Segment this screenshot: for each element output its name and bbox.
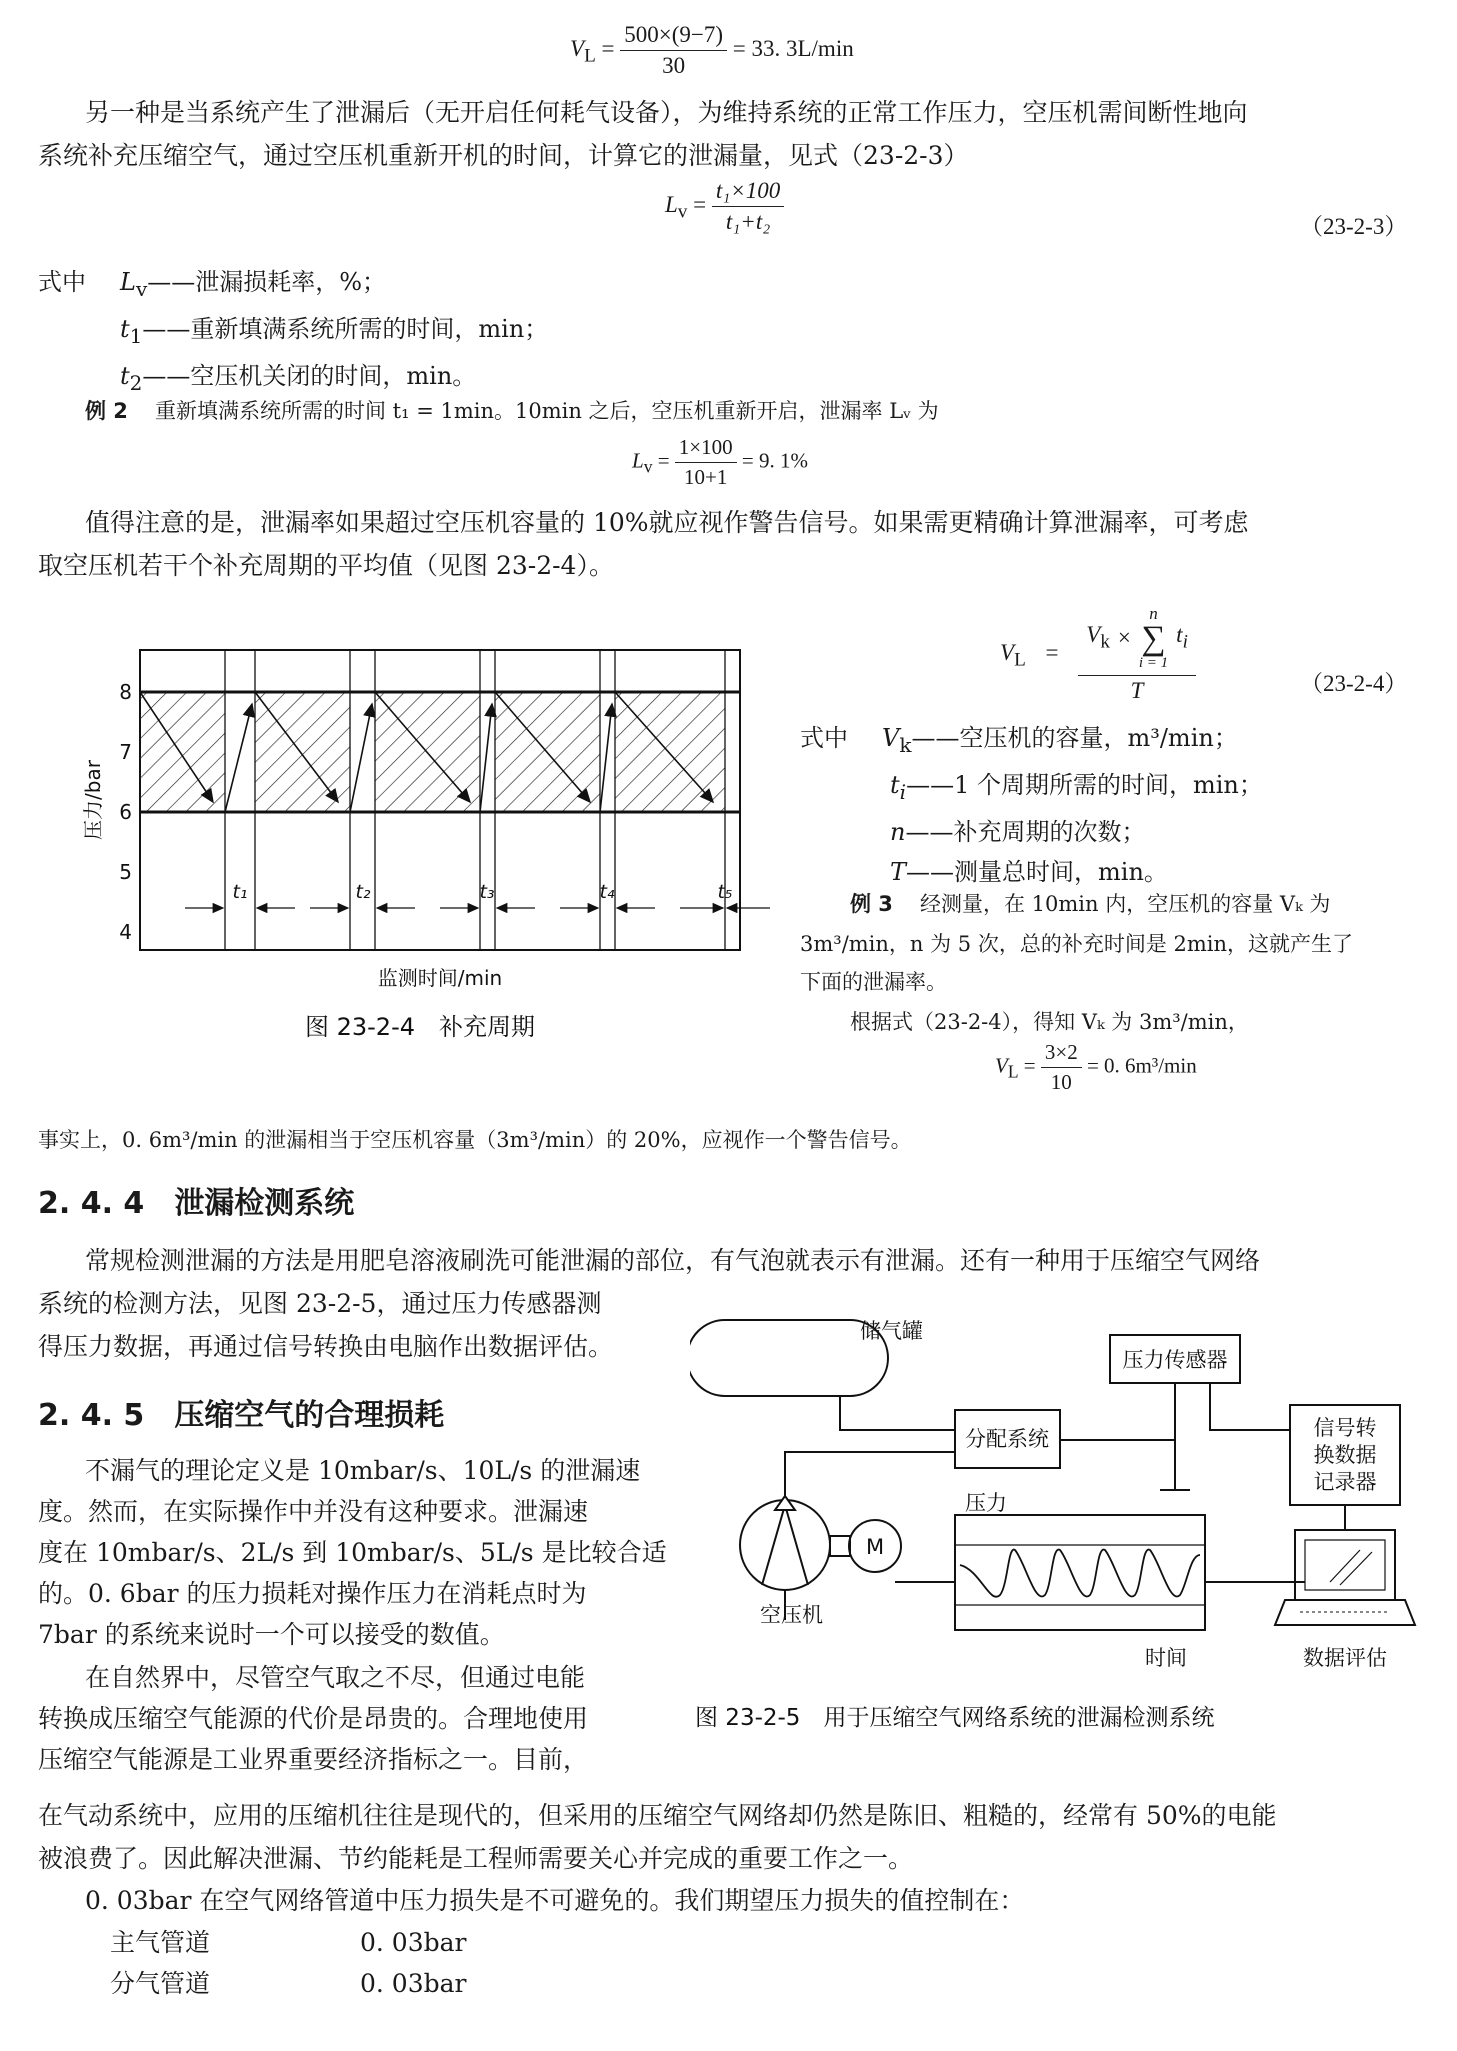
where-item — [872, 812, 1263, 852]
paragraph-line: 常规检测泄漏的方法是用肥皂溶液刷洗可能泄漏的部位，有气泡就表示有泄漏。还有一种用于压缩空气网络 — [85, 1246, 1261, 1275]
where-item — [872, 765, 1263, 812]
eq-fraction — [712, 178, 784, 235]
equation-23-2-3: $L_v$ = $\frac{\text{t₁×100}}{\text{t₁+t₂}}$ — [665, 178, 784, 235]
where-item — [120, 262, 548, 309]
tank-pipe — [840, 1396, 955, 1430]
where-symbol: n — [890, 817, 906, 846]
where-sub: 1 — [129, 323, 143, 348]
pipe-value: 0. 03bar — [360, 1928, 467, 1957]
y-tick: 5 — [119, 860, 132, 884]
paragraph-line: 转换成压缩空气能源的代价是昂贵的。合理地使用 — [38, 1704, 589, 1733]
compressor-symbol — [762, 1505, 808, 1585]
paragraph-line: 得压力数据，再通过信号转换由电脑作出数据评估。 — [38, 1332, 614, 1361]
eq-lhs: L — [632, 448, 644, 473]
paragraph-line: 度。然而，在实际操作中并没有这种要求。泄漏速 — [38, 1497, 589, 1526]
paragraph-line: 在自然界中，尽管空气取之不尽，但通过电能 — [85, 1663, 586, 1692]
example-text: 经测量，在 10min 内，空压机的容量 Vₖ 为 — [920, 892, 1331, 916]
where-symbol: t — [890, 770, 900, 799]
equation-number: （23-2-4） — [1300, 671, 1408, 696]
eq-denominator: 30 — [662, 53, 686, 78]
figure-caption: 图 23-2-5 用于压缩空气网络系统的泄漏检测系统 — [695, 1705, 1215, 1731]
paragraph-line: 在气动系统中，应用的压缩机往往是现代的，但采用的压缩空气网络却仍然是陈旧、粗糙的，经常有 50%的电能 — [38, 1801, 1277, 1830]
label-pressure: 压力 — [965, 1491, 1007, 1515]
interval-label: t₅ — [717, 881, 733, 903]
where-desc: ——重新填满系统所需的时间，min； — [142, 314, 549, 343]
pressure-chart-box — [955, 1515, 1205, 1630]
label-time: 时间 — [1145, 1646, 1187, 1670]
eq-numerator: 1×100 — [675, 435, 737, 463]
signal-line — [1210, 1383, 1290, 1430]
eq-operator: × — [1117, 625, 1131, 650]
equation-vl-example1: $V_L$ = $\frac{500\times(9-7)}{30}$ = 33. 3L/min — [570, 22, 854, 78]
eq-numerator: 500×(9−7) — [620, 22, 727, 51]
interval-label: t₄ — [599, 881, 615, 903]
interval-labels — [232, 881, 732, 903]
pipe-row — [110, 1963, 466, 2004]
label-compressor: 空压机 — [760, 1603, 823, 1627]
example-text: 根据式（23-2-4），得知 Vₖ 为 3m³/min， — [850, 1010, 1249, 1034]
compressor-pipe — [785, 1452, 955, 1500]
where-list — [872, 718, 1263, 892]
example-text: 3m³/min，n 为 5 次，总的补充时间是 2min，这就产生了 — [800, 932, 1354, 956]
eq-fraction — [1078, 605, 1196, 704]
eq-denominator: 10 — [1050, 1070, 1072, 1094]
y-tick: 4 — [119, 920, 132, 944]
section-title: 压缩空气的合理损耗 — [174, 1398, 445, 1433]
pressure-wave — [960, 1550, 1200, 1597]
paragraph-line: 值得注意的是，泄漏率如果超过空压机容量的 10%就应视作警告信号。如果需更精确计算泄漏率，可考虑 — [85, 508, 1249, 537]
where-symbol: V — [882, 724, 900, 752]
where-desc: ——测量总时间，min。 — [906, 857, 1168, 886]
interval-label: t₁ — [232, 881, 248, 903]
eq-sub: i — [1182, 631, 1188, 653]
label-tank: 储气罐 — [860, 1319, 923, 1343]
eq-lhs-sub: L — [584, 45, 596, 67]
sum-bottom: i = 1 — [1138, 655, 1169, 671]
label-evaluation: 数据评估 — [1303, 1646, 1387, 1670]
eq-fraction — [620, 22, 727, 79]
pipe-table — [110, 1922, 466, 2004]
air-tank — [690, 1320, 888, 1396]
label-signal-1: 信号转 — [1313, 1416, 1377, 1440]
eq-lhs-sub: v — [643, 456, 653, 477]
eq-denominator: t₁+t₂ — [725, 209, 771, 234]
y-tick: 8 — [119, 680, 132, 704]
label-distribution: 分配系统 — [965, 1427, 1049, 1451]
figure-23-2-4 — [80, 640, 780, 1060]
eq-lhs: V — [995, 1053, 1008, 1078]
paragraph-line: 压缩空气能源是工业界重要经济指标之一。目前， — [38, 1745, 589, 1774]
paragraph-line: 事实上，0. 6m³/min 的泄漏相当于空压机容量（3m³/min）的 20%，应视作一个警告信号。 — [38, 1128, 912, 1152]
eq-sub: k — [1100, 631, 1110, 653]
eq-rhs: = 9. 1% — [741, 448, 808, 473]
where-item — [872, 718, 1263, 765]
where-sub: 2 — [129, 370, 143, 395]
label-signal-2: 换数据 — [1313, 1443, 1377, 1467]
where-symbol: L — [120, 268, 136, 296]
sum-symbol: n ∑ i = 1 — [1138, 604, 1169, 671]
pipe-name: 分气管道 — [110, 1969, 211, 1998]
sensor-pipe — [1060, 1383, 1175, 1440]
x-axis-label: 监测时间/min — [377, 966, 503, 990]
equation-number: （23-2-3） — [1300, 214, 1408, 239]
eq-symbol: t — [1176, 622, 1183, 648]
y-tick-labels — [119, 680, 132, 944]
where-desc: ——空压机的容量，m³/min； — [911, 724, 1238, 752]
section-title: 泄漏检测系统 — [174, 1186, 355, 1221]
y-tick: 6 — [119, 800, 132, 824]
eq-fraction — [1041, 1040, 1082, 1095]
eq-numerator: 3×2 — [1041, 1040, 1082, 1068]
y-axis-label: 压力/bar — [81, 760, 105, 840]
where-lead: 式中 — [800, 724, 848, 752]
eq-lhs-sub: L — [1007, 1061, 1019, 1082]
figure-caption: 图 23-2-4 补充周期 — [304, 1013, 536, 1041]
paragraph-line: 度在 10mbar/s、2L/s 到 10mbar/s、5L/s 是比较合适 — [38, 1538, 667, 1567]
where-sub: v — [135, 276, 148, 301]
interval-label: t₃ — [479, 881, 495, 903]
eq-lhs-sub: v — [677, 201, 688, 223]
paragraph-line: 另一种是当系统产生了泄漏后（无开启任何耗气设备），为维持系统的正常工作压力，空压机需间断性地向 — [85, 98, 1248, 127]
where-symbol: t — [120, 361, 130, 390]
where-desc: ——空压机关闭的时间，min。 — [142, 361, 477, 390]
equation-23-2-4: $V_L$ = $V_k$ × n ∑ i = 1 $t_i$ T — [1000, 605, 1196, 704]
equation-example2: $L_v$ = $\frac{1\times 100}{10+1}$ = 9. 1% — [632, 435, 808, 489]
where-item — [120, 309, 548, 356]
eq-lhs: V — [570, 35, 585, 61]
where-sub: i — [899, 779, 907, 804]
paragraph-line: 被浪费了。因此解决泄漏、节约能耗是工程师需要关心并完成的重要工作之一。 — [38, 1844, 914, 1873]
where-symbol: T — [890, 857, 907, 886]
section-heading-2-4-5 — [38, 1390, 444, 1434]
where-symbol: t — [120, 314, 130, 343]
eq-lhs-sub: L — [1014, 649, 1026, 671]
where-desc: ——泄漏损耗率，%； — [147, 268, 387, 296]
label-motor: M — [865, 1535, 885, 1559]
where-list — [120, 262, 548, 402]
label-signal-3: 记录器 — [1313, 1470, 1377, 1494]
where-lead: 式中 — [38, 268, 86, 296]
y-tick: 7 — [119, 740, 132, 764]
section-number: 2. 4. 4 — [38, 1186, 145, 1221]
pipe-name: 主气管道 — [110, 1928, 211, 1957]
interval-label: t₂ — [355, 881, 371, 903]
section-heading-2-4-4 — [38, 1178, 354, 1222]
eq-numerator — [1078, 605, 1196, 676]
eq-numerator: t₁×100 — [712, 178, 784, 207]
where-item — [872, 852, 1263, 892]
where-sub: k — [899, 732, 912, 757]
eq-fraction — [675, 435, 737, 490]
eq-denominator: 10+1 — [684, 465, 728, 489]
paragraph-line: 0. 03bar 在空气网络管道中压力损失是不可避免的。我们期望压力损失的值控制在： — [85, 1886, 1025, 1915]
example-label: 例 2 — [85, 399, 128, 423]
sum-top: n — [1149, 604, 1158, 623]
pipe-value: 0. 03bar — [360, 1969, 467, 1998]
paragraph-line: 系统补充压缩空气，通过空压机重新开机的时间，计算它的泄漏量，见式（23-2-3） — [38, 141, 969, 170]
paragraph-line: 不漏气的理论定义是 10mbar/s、10L/s 的泄漏速 — [85, 1456, 641, 1485]
compressor-circle — [740, 1500, 830, 1590]
figure-23-2-5 — [690, 1300, 1430, 1750]
example-label: 例 3 — [850, 892, 893, 916]
where-desc: ——补充周期的次数； — [905, 817, 1146, 846]
eq-lhs: L — [665, 191, 678, 217]
section-number: 2. 4. 5 — [38, 1398, 145, 1433]
paragraph-line: 取空压机若干个补充周期的平均值（见图 23-2-4）。 — [38, 551, 614, 580]
pipe-row — [110, 1922, 466, 1963]
paragraph-line: 系统的检测方法，见图 23-2-5，通过压力传感器测 — [38, 1289, 602, 1318]
eq-rhs: = 0. 6m³/min — [1086, 1053, 1197, 1078]
example-text: 重新填满系统所需的时间 t₁ = 1min。10min 之后，空压机重新开启，泄漏率 Lᵥ 为 — [155, 399, 939, 423]
eq-symbol: V — [1086, 622, 1101, 648]
where-desc: ——1 个周期所需的时间，min； — [906, 770, 1263, 799]
paragraph-block — [38, 1450, 678, 1780]
eq-rhs: = 33. 3L/min — [732, 35, 854, 61]
eq-lhs: V — [1000, 639, 1015, 665]
paragraph-line: 的。0. 6bar 的压力损耗对操作压力在消耗点时为 — [38, 1579, 587, 1608]
eq-denominator: T — [1130, 678, 1144, 703]
label-sensor: 压力传感器 — [1122, 1348, 1228, 1372]
equation-example3: $V_L$ = $\frac{3\times 2}{10}$ = 0. 6m³/min — [995, 1040, 1197, 1094]
example-text: 下面的泄漏率。 — [800, 970, 947, 994]
paragraph-line: 7bar 的系统来说时一个可以接受的数值。 — [38, 1620, 505, 1649]
